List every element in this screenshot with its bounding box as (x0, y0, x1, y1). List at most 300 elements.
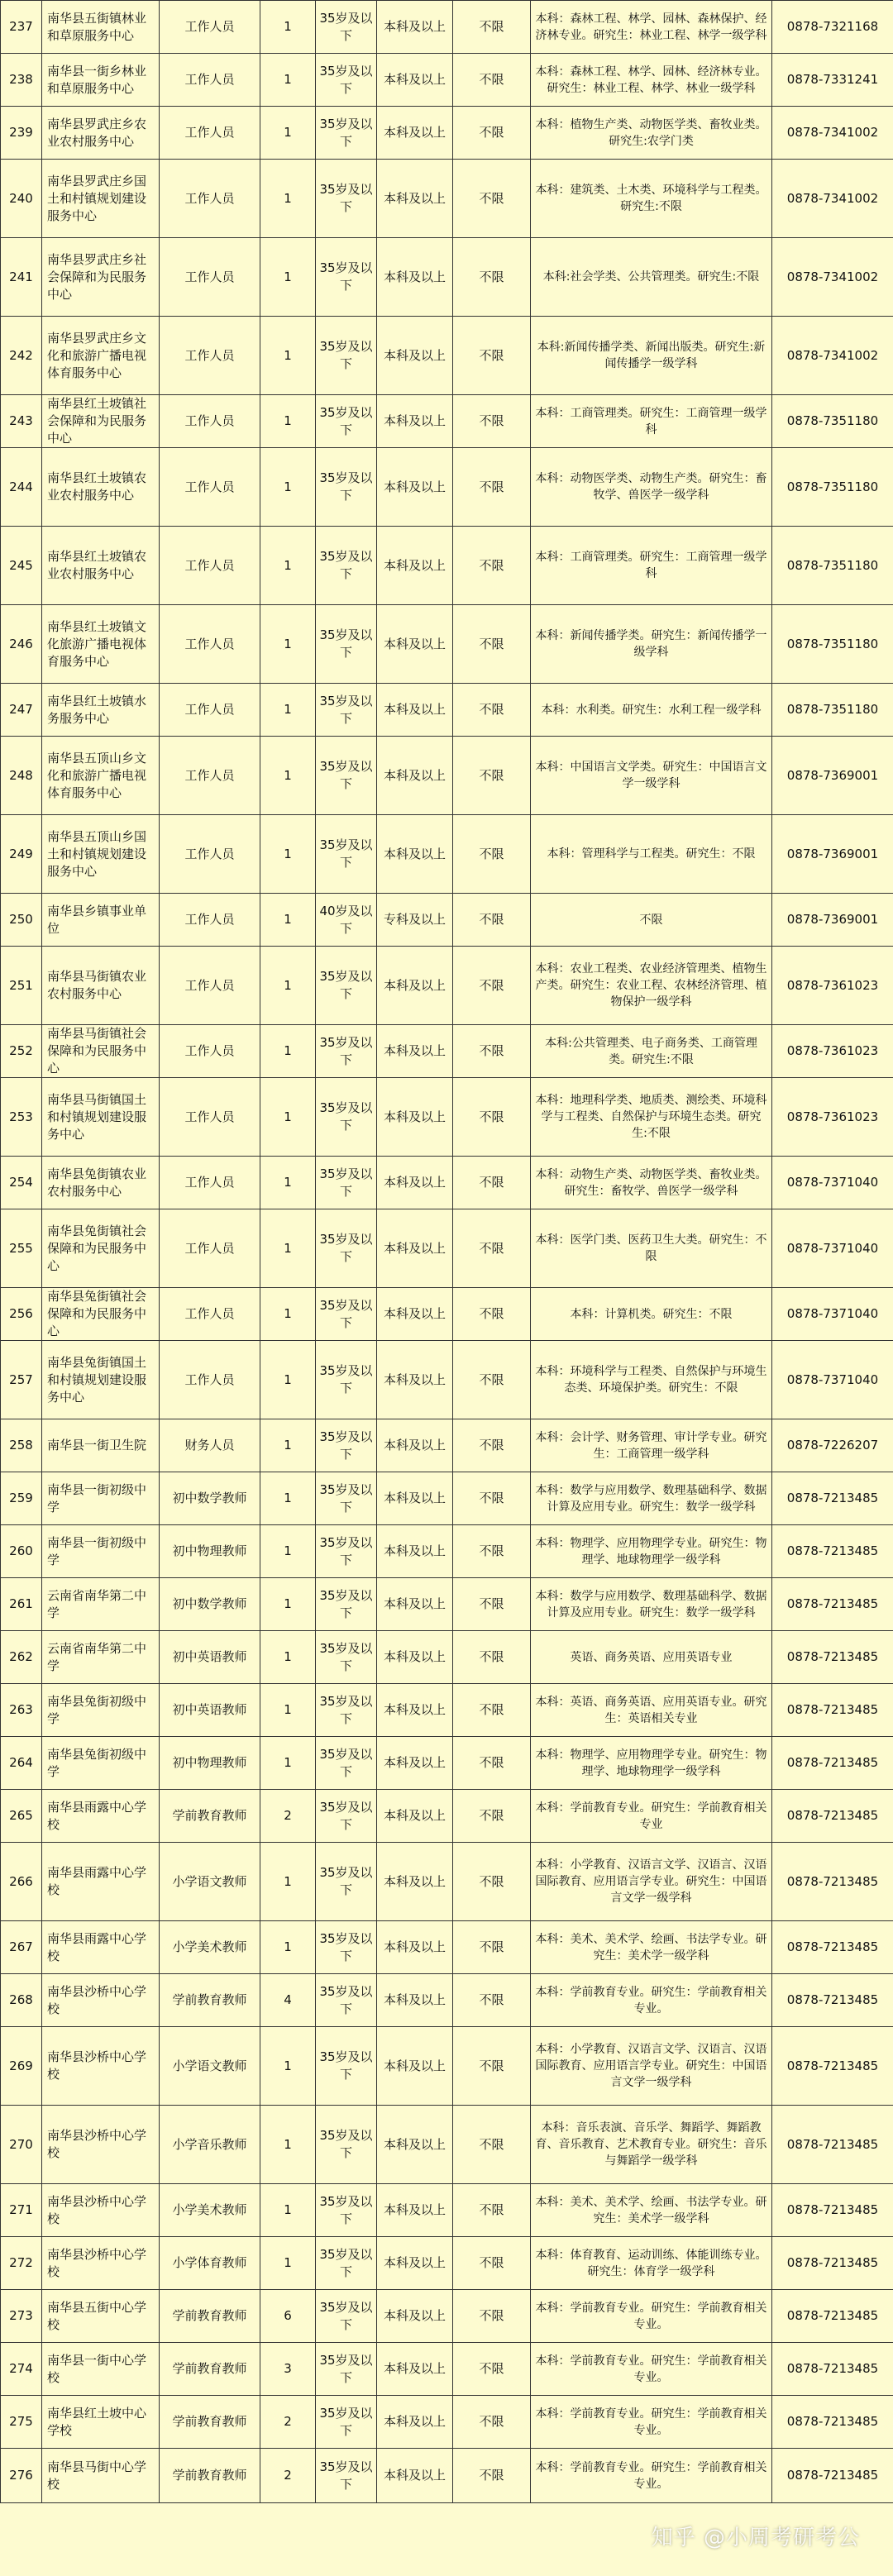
cell-edu: 本科及以上 (377, 947, 453, 1025)
cell-edu: 本科及以上 (377, 1843, 453, 1921)
cell-degree: 不限 (453, 1684, 531, 1737)
cell-age: 35岁及以下 (316, 1737, 377, 1790)
cell-count: 1 (260, 2106, 316, 2184)
cell-position: 学前教育教师 (160, 2290, 260, 2343)
cell-position: 初中物理教师 (160, 1525, 260, 1578)
cell-edu: 本科及以上 (377, 317, 453, 395)
cell-position: 工作人员 (160, 1209, 260, 1288)
table-row (1, 1288, 893, 1341)
cell-position: 工作人员 (160, 1157, 260, 1209)
cell-unit: 南华县沙桥中心学校 (42, 2237, 160, 2290)
cell-no: 250 (1, 894, 42, 947)
cell-age: 35岁及以下 (316, 2343, 377, 2396)
cell-no: 240 (1, 160, 42, 238)
cell-unit: 南华县马街镇国土和村镇规划建设服务中心 (42, 1078, 160, 1157)
cell-edu: 本科及以上 (377, 1472, 453, 1525)
cell-position: 工作人员 (160, 1288, 260, 1341)
cell-no: 274 (1, 2343, 42, 2396)
cell-phone: 0878-7341002 (772, 107, 893, 160)
cell-position: 工作人员 (160, 1341, 260, 1419)
cell-count: 2 (260, 1790, 316, 1843)
table-row (1, 2396, 893, 2449)
cell-phone: 0878-7213485 (772, 1921, 893, 1974)
cell-unit: 南华县兔街初级中学 (42, 1684, 160, 1737)
cell-phone: 0878-7369001 (772, 894, 893, 947)
cell-edu: 本科及以上 (377, 1025, 453, 1078)
cell-degree: 不限 (453, 107, 531, 160)
cell-age: 35岁及以下 (316, 2237, 377, 2290)
cell-age: 35岁及以下 (316, 238, 377, 317)
cell-edu: 本科及以上 (377, 737, 453, 815)
cell-edu: 本科及以上 (377, 448, 453, 527)
table-row (1, 1025, 893, 1078)
cell-unit: 南华县红土坡镇社会保障和为民服务中心 (42, 395, 160, 448)
table-row (1, 737, 893, 815)
cell-edu: 本科及以上 (377, 2396, 453, 2449)
cell-edu: 本科及以上 (377, 815, 453, 894)
cell-position: 工作人员 (160, 815, 260, 894)
cell-no: 259 (1, 1472, 42, 1525)
cell-unit: 南华县罗武庄乡社会保障和为民服务中心 (42, 238, 160, 317)
cell-phone: 0878-7213485 (772, 2237, 893, 2290)
cell-major: 本科：医学门类、医药卫生大类。研究生：不限 (531, 1209, 772, 1288)
cell-edu: 本科及以上 (377, 684, 453, 737)
cell-no: 251 (1, 947, 42, 1025)
cell-no: 242 (1, 317, 42, 395)
cell-edu: 本科及以上 (377, 2027, 453, 2106)
cell-count: 1 (260, 160, 316, 238)
cell-degree: 不限 (453, 737, 531, 815)
cell-phone: 0878-7371040 (772, 1157, 893, 1209)
cell-unit: 南华县五顶山乡国土和村镇规划建设服务中心 (42, 815, 160, 894)
cell-position: 初中数学教师 (160, 1578, 260, 1631)
cell-unit: 南华县红土坡镇农业农村服务中心 (42, 527, 160, 605)
cell-age: 35岁及以下 (316, 2027, 377, 2106)
cell-unit: 南华县马街镇农业农村服务中心 (42, 947, 160, 1025)
cell-degree: 不限 (453, 1078, 531, 1157)
cell-degree: 不限 (453, 160, 531, 238)
cell-edu: 本科及以上 (377, 1209, 453, 1288)
cell-degree: 不限 (453, 395, 531, 448)
cell-count: 1 (260, 1631, 316, 1684)
cell-count: 1 (260, 1578, 316, 1631)
cell-major: 本科：体育教育、运动训练、体能训练专业。研究生：体育学一级学科 (531, 2237, 772, 2290)
cell-no: 245 (1, 527, 42, 605)
cell-age: 35岁及以下 (316, 1025, 377, 1078)
cell-no: 258 (1, 1419, 42, 1472)
cell-age: 35岁及以下 (316, 1209, 377, 1288)
cell-age: 35岁及以下 (316, 54, 377, 107)
cell-age: 35岁及以下 (316, 947, 377, 1025)
cell-degree: 不限 (453, 2184, 531, 2237)
cell-degree: 不限 (453, 1157, 531, 1209)
cell-edu: 本科及以上 (377, 1631, 453, 1684)
cell-position: 初中数学教师 (160, 1472, 260, 1525)
cell-count: 2 (260, 2449, 316, 2503)
cell-position: 工作人员 (160, 1078, 260, 1157)
cell-major: 本科：美术、美术学、绘画、书法学专业。研究生：美术学一级学科 (531, 2184, 772, 2237)
cell-position: 小学语文教师 (160, 2027, 260, 2106)
cell-degree: 不限 (453, 1341, 531, 1419)
table-row (1, 684, 893, 737)
cell-edu: 专科及以上 (377, 894, 453, 947)
cell-unit: 南华县兔街镇社会保障和为民服务中心 (42, 1288, 160, 1341)
cell-major: 本科：学前教育专业。研究生：学前教育相关专业。 (531, 2343, 772, 2396)
cell-age: 35岁及以下 (316, 1631, 377, 1684)
cell-count: 1 (260, 1525, 316, 1578)
cell-edu: 本科及以上 (377, 238, 453, 317)
cell-edu: 本科及以上 (377, 107, 453, 160)
cell-position: 学前教育教师 (160, 2396, 260, 2449)
cell-no: 256 (1, 1288, 42, 1341)
cell-unit: 南华县沙桥中心学校 (42, 1974, 160, 2027)
cell-phone: 0878-7213485 (772, 1631, 893, 1684)
cell-degree: 不限 (453, 684, 531, 737)
cell-count: 1 (260, 2237, 316, 2290)
cell-degree: 不限 (453, 1737, 531, 1790)
cell-no: 239 (1, 107, 42, 160)
cell-major: 本科：工商管理类。研究生：工商管理一级学科 (531, 527, 772, 605)
cell-no: 254 (1, 1157, 42, 1209)
cell-edu: 本科及以上 (377, 1078, 453, 1157)
cell-phone: 0878-7341002 (772, 238, 893, 317)
table-row (1, 1737, 893, 1790)
cell-count: 1 (260, 238, 316, 317)
cell-count: 1 (260, 54, 316, 107)
cell-unit: 南华县罗武庄乡农业农村服务中心 (42, 107, 160, 160)
cell-edu: 本科及以上 (377, 54, 453, 107)
cell-degree: 不限 (453, 1843, 531, 1921)
cell-edu: 本科及以上 (377, 527, 453, 605)
cell-no: 238 (1, 54, 42, 107)
cell-no: 269 (1, 2027, 42, 2106)
cell-age: 35岁及以下 (316, 1843, 377, 1921)
cell-phone: 0878-7351180 (772, 605, 893, 684)
cell-count: 1 (260, 684, 316, 737)
cell-degree: 不限 (453, 815, 531, 894)
cell-count: 1 (260, 448, 316, 527)
cell-age: 35岁及以下 (316, 2290, 377, 2343)
cell-phone: 0878-7213485 (772, 2449, 893, 2503)
cell-unit: 云南省南华第二中学 (42, 1578, 160, 1631)
cell-age: 35岁及以下 (316, 1419, 377, 1472)
cell-unit: 南华县兔街镇社会保障和为民服务中心 (42, 1209, 160, 1288)
cell-count: 1 (260, 737, 316, 815)
cell-unit: 南华县一街初级中学 (42, 1472, 160, 1525)
cell-position: 工作人员 (160, 395, 260, 448)
cell-count: 1 (260, 317, 316, 395)
cell-major: 本科:公共管理类、电子商务类、工商管理类。研究生:不限 (531, 1025, 772, 1078)
cell-position: 工作人员 (160, 448, 260, 527)
cell-no: 249 (1, 815, 42, 894)
cell-age: 40岁及以下 (316, 894, 377, 947)
cell-degree: 不限 (453, 2290, 531, 2343)
cell-major: 本科：会计学、财务管理、审计学专业。研究生：工商管理一级学科 (531, 1419, 772, 1472)
cell-count: 1 (260, 107, 316, 160)
cell-count: 1 (260, 1843, 316, 1921)
table-row (1, 605, 893, 684)
cell-phone: 0878-7341002 (772, 317, 893, 395)
table-row (1, 1631, 893, 1684)
cell-phone: 0878-7213485 (772, 2396, 893, 2449)
cell-unit: 南华县沙桥中心学校 (42, 2184, 160, 2237)
cell-no: 243 (1, 395, 42, 448)
cell-major: 本科：美术、美术学、绘画、书法学专业。研究生：美术学一级学科 (531, 1921, 772, 1974)
cell-degree: 不限 (453, 2237, 531, 2290)
cell-edu: 本科及以上 (377, 1737, 453, 1790)
cell-phone: 0878-7361023 (772, 1025, 893, 1078)
cell-edu: 本科及以上 (377, 160, 453, 238)
cell-major: 本科:社会学类、公共管理类。研究生:不限 (531, 238, 772, 317)
cell-age: 35岁及以下 (316, 1974, 377, 2027)
cell-age: 35岁及以下 (316, 448, 377, 527)
cell-degree: 不限 (453, 947, 531, 1025)
cell-degree: 不限 (453, 1631, 531, 1684)
cell-degree: 不限 (453, 1209, 531, 1288)
cell-age: 35岁及以下 (316, 1472, 377, 1525)
cell-unit: 南华县红土坡镇文化旅游广播电视体育服务中心 (42, 605, 160, 684)
table-row (1, 894, 893, 947)
cell-unit: 南华县一街乡林业和草原服务中心 (42, 54, 160, 107)
cell-age: 35岁及以下 (316, 2449, 377, 2503)
table-row (1, 1790, 893, 1843)
cell-position: 初中物理教师 (160, 1737, 260, 1790)
table-row (1, 1472, 893, 1525)
table-row (1, 1078, 893, 1157)
cell-major: 本科：工商管理类。研究生：工商管理一级学科 (531, 395, 772, 448)
cell-count: 4 (260, 1974, 316, 2027)
cell-count: 1 (260, 1419, 316, 1472)
cell-no: 241 (1, 238, 42, 317)
cell-position: 初中英语教师 (160, 1684, 260, 1737)
cell-major: 本科：音乐表演、音乐学、舞蹈学、舞蹈教育、音乐教育、艺术教育专业。研究生：音乐与舞蹈学一级学科 (531, 2106, 772, 2184)
cell-count: 1 (260, 395, 316, 448)
table-row (1, 527, 893, 605)
cell-degree: 不限 (453, 2106, 531, 2184)
cell-count: 1 (260, 1025, 316, 1078)
cell-degree: 不限 (453, 1974, 531, 2027)
table-row (1, 1341, 893, 1419)
cell-major: 本科：学前教育专业。研究生：学前教育相关专业。 (531, 2396, 772, 2449)
cell-position: 学前教育教师 (160, 1974, 260, 2027)
cell-phone: 0878-7351180 (772, 527, 893, 605)
table-row (1, 1157, 893, 1209)
cell-major: 本科：水利类。研究生：水利工程一级学科 (531, 684, 772, 737)
cell-major: 本科：农业工程类、农业经济管理类、植物生产类。研究生：农业工程、农林经济管理、植物保护一级学科 (531, 947, 772, 1025)
cell-no: 262 (1, 1631, 42, 1684)
cell-phone: 0878-7341002 (772, 160, 893, 238)
cell-major: 本科：管理科学与工程类。研究生：不限 (531, 815, 772, 894)
cell-unit: 南华县红土坡镇农业农村服务中心 (42, 448, 160, 527)
cell-major: 英语、商务英语、应用英语专业 (531, 1631, 772, 1684)
cell-degree: 不限 (453, 1790, 531, 1843)
cell-degree: 不限 (453, 894, 531, 947)
cell-age: 35岁及以下 (316, 395, 377, 448)
cell-no: 261 (1, 1578, 42, 1631)
cell-no: 260 (1, 1525, 42, 1578)
cell-position: 工作人员 (160, 317, 260, 395)
cell-count: 1 (260, 1737, 316, 1790)
cell-position: 工作人员 (160, 160, 260, 238)
cell-degree: 不限 (453, 1025, 531, 1078)
cell-degree: 不限 (453, 1578, 531, 1631)
cell-unit: 南华县兔街镇农业农村服务中心 (42, 1157, 160, 1209)
cell-age: 35岁及以下 (316, 1288, 377, 1341)
cell-phone: 0878-7351180 (772, 395, 893, 448)
cell-edu: 本科及以上 (377, 1684, 453, 1737)
cell-age: 35岁及以下 (316, 1341, 377, 1419)
cell-no: 253 (1, 1078, 42, 1157)
cell-major: 本科：物理学、应用物理学专业。研究生：物理学、地球物理学一级学科 (531, 1525, 772, 1578)
cell-age: 35岁及以下 (316, 1, 377, 54)
cell-major: 本科：地理科学类、地质类、测绘类、环境科学与工程类、自然保护与环境生态类。研究生:不限 (531, 1078, 772, 1157)
cell-edu: 本科及以上 (377, 1288, 453, 1341)
cell-unit: 南华县罗武庄乡文化和旅游广播电视体育服务中心 (42, 317, 160, 395)
cell-phone: 0878-7213485 (772, 1790, 893, 1843)
cell-edu: 本科及以上 (377, 2343, 453, 2396)
cell-position: 小学美术教师 (160, 2184, 260, 2237)
cell-count: 1 (260, 1472, 316, 1525)
cell-phone: 0878-7361023 (772, 1078, 893, 1157)
cell-degree: 不限 (453, 2449, 531, 2503)
table-row (1, 1419, 893, 1472)
cell-edu: 本科及以上 (377, 1974, 453, 2027)
cell-phone: 0878-7371040 (772, 1341, 893, 1419)
cell-no: 270 (1, 2106, 42, 2184)
cell-edu: 本科及以上 (377, 1578, 453, 1631)
cell-age: 35岁及以下 (316, 684, 377, 737)
cell-no: 244 (1, 448, 42, 527)
cell-age: 35岁及以下 (316, 1790, 377, 1843)
cell-age: 35岁及以下 (316, 317, 377, 395)
cell-position: 小学语文教师 (160, 1843, 260, 1921)
table-row (1, 317, 893, 395)
cell-unit: 南华县一街中心学校 (42, 2343, 160, 2396)
cell-unit: 云南省南华第二中学 (42, 1631, 160, 1684)
cell-degree: 不限 (453, 238, 531, 317)
cell-degree: 不限 (453, 1525, 531, 1578)
cell-no: 237 (1, 1, 42, 54)
cell-degree: 不限 (453, 527, 531, 605)
table-row (1, 2027, 893, 2106)
cell-position: 工作人员 (160, 238, 260, 317)
table-row (1, 1921, 893, 1974)
cell-count: 1 (260, 815, 316, 894)
cell-phone: 0878-7226207 (772, 1419, 893, 1472)
cell-degree: 不限 (453, 1419, 531, 1472)
cell-major: 本科：计算机类。研究生：不限 (531, 1288, 772, 1341)
cell-age: 35岁及以下 (316, 1684, 377, 1737)
cell-phone: 0878-7213485 (772, 2027, 893, 2106)
cell-unit: 南华县一街卫生院 (42, 1419, 160, 1472)
cell-age: 35岁及以下 (316, 160, 377, 238)
cell-age: 35岁及以下 (316, 2184, 377, 2237)
cell-no: 247 (1, 684, 42, 737)
cell-age: 35岁及以下 (316, 815, 377, 894)
cell-no: 263 (1, 1684, 42, 1737)
cell-phone: 0878-7371040 (772, 1209, 893, 1288)
cell-position: 工作人员 (160, 894, 260, 947)
cell-major: 不限 (531, 894, 772, 947)
cell-phone: 0878-7361023 (772, 947, 893, 1025)
cell-no: 275 (1, 2396, 42, 2449)
table-row (1, 1843, 893, 1921)
cell-count: 1 (260, 1209, 316, 1288)
cell-no: 265 (1, 1790, 42, 1843)
cell-position: 工作人员 (160, 1025, 260, 1078)
cell-unit: 南华县五顶山乡文化和旅游广播电视体育服务中心 (42, 737, 160, 815)
cell-position: 小学音乐教师 (160, 2106, 260, 2184)
cell-no: 248 (1, 737, 42, 815)
cell-unit: 南华县沙桥中心学校 (42, 2027, 160, 2106)
cell-major: 本科：植物生产类、动物医学类、畜牧业类。研究生:农学门类 (531, 107, 772, 160)
cell-position: 财务人员 (160, 1419, 260, 1472)
table-row (1, 2449, 893, 2503)
cell-edu: 本科及以上 (377, 2106, 453, 2184)
cell-phone: 0878-7213485 (772, 1737, 893, 1790)
table-row (1, 107, 893, 160)
cell-phone: 0878-7213485 (772, 2343, 893, 2396)
cell-unit: 南华县罗武庄乡国土和村镇规划建设服务中心 (42, 160, 160, 238)
cell-major: 本科：建筑类、土木类、环境科学与工程类。研究生:不限 (531, 160, 772, 238)
cell-phone: 0878-7213485 (772, 1578, 893, 1631)
cell-phone: 0878-7369001 (772, 815, 893, 894)
table-row (1, 1525, 893, 1578)
cell-age: 35岁及以下 (316, 1578, 377, 1631)
cell-edu: 本科及以上 (377, 2290, 453, 2343)
cell-major: 本科：动物生产类、动物医学类、畜牧业类。研究生：畜牧学、兽医学一级学科 (531, 1157, 772, 1209)
cell-unit: 南华县马街中心学校 (42, 2449, 160, 2503)
cell-phone: 0878-7331241 (772, 54, 893, 107)
cell-age: 35岁及以下 (316, 1157, 377, 1209)
cell-major: 本科：小学教育、汉语言文学、汉语言、汉语国际教育、应用语言学专业。研究生：中国语言文学一级学科 (531, 1843, 772, 1921)
cell-position: 工作人员 (160, 684, 260, 737)
cell-count: 1 (260, 605, 316, 684)
cell-count: 1 (260, 2027, 316, 2106)
cell-degree: 不限 (453, 1921, 531, 1974)
cell-unit: 南华县红土坡中心学校 (42, 2396, 160, 2449)
cell-phone: 0878-7213485 (772, 1843, 893, 1921)
cell-phone: 0878-7213485 (772, 2184, 893, 2237)
cell-no: 273 (1, 2290, 42, 2343)
cell-major: 本科：英语、商务英语、应用英语专业。研究生：英语相关专业 (531, 1684, 772, 1737)
cell-major: 本科：小学教育、汉语言文学、汉语言、汉语国际教育、应用语言学专业。研究生：中国语言文学一级学科 (531, 2027, 772, 2106)
table-row (1, 1578, 893, 1631)
cell-position: 工作人员 (160, 947, 260, 1025)
cell-degree: 不限 (453, 1472, 531, 1525)
table-row (1, 395, 893, 448)
cell-no: 271 (1, 2184, 42, 2237)
cell-edu: 本科及以上 (377, 2184, 453, 2237)
cell-phone: 0878-7369001 (772, 737, 893, 815)
table-row (1, 1209, 893, 1288)
cell-major: 本科：学前教育专业。研究生：学前教育相关专业。 (531, 2449, 772, 2503)
table-row (1, 2290, 893, 2343)
cell-unit: 南华县红土坡镇水务服务中心 (42, 684, 160, 737)
cell-edu: 本科及以上 (377, 605, 453, 684)
cell-count: 1 (260, 1157, 316, 1209)
cell-degree: 不限 (453, 54, 531, 107)
cell-phone: 0878-7351180 (772, 448, 893, 527)
cell-count: 1 (260, 894, 316, 947)
cell-age: 35岁及以下 (316, 605, 377, 684)
cell-edu: 本科及以上 (377, 2237, 453, 2290)
cell-unit: 南华县雨露中心学校 (42, 1921, 160, 1974)
cell-position: 工作人员 (160, 605, 260, 684)
cell-degree: 不限 (453, 605, 531, 684)
cell-count: 3 (260, 2343, 316, 2396)
cell-unit: 南华县马街镇社会保障和为民服务中心 (42, 1025, 160, 1078)
